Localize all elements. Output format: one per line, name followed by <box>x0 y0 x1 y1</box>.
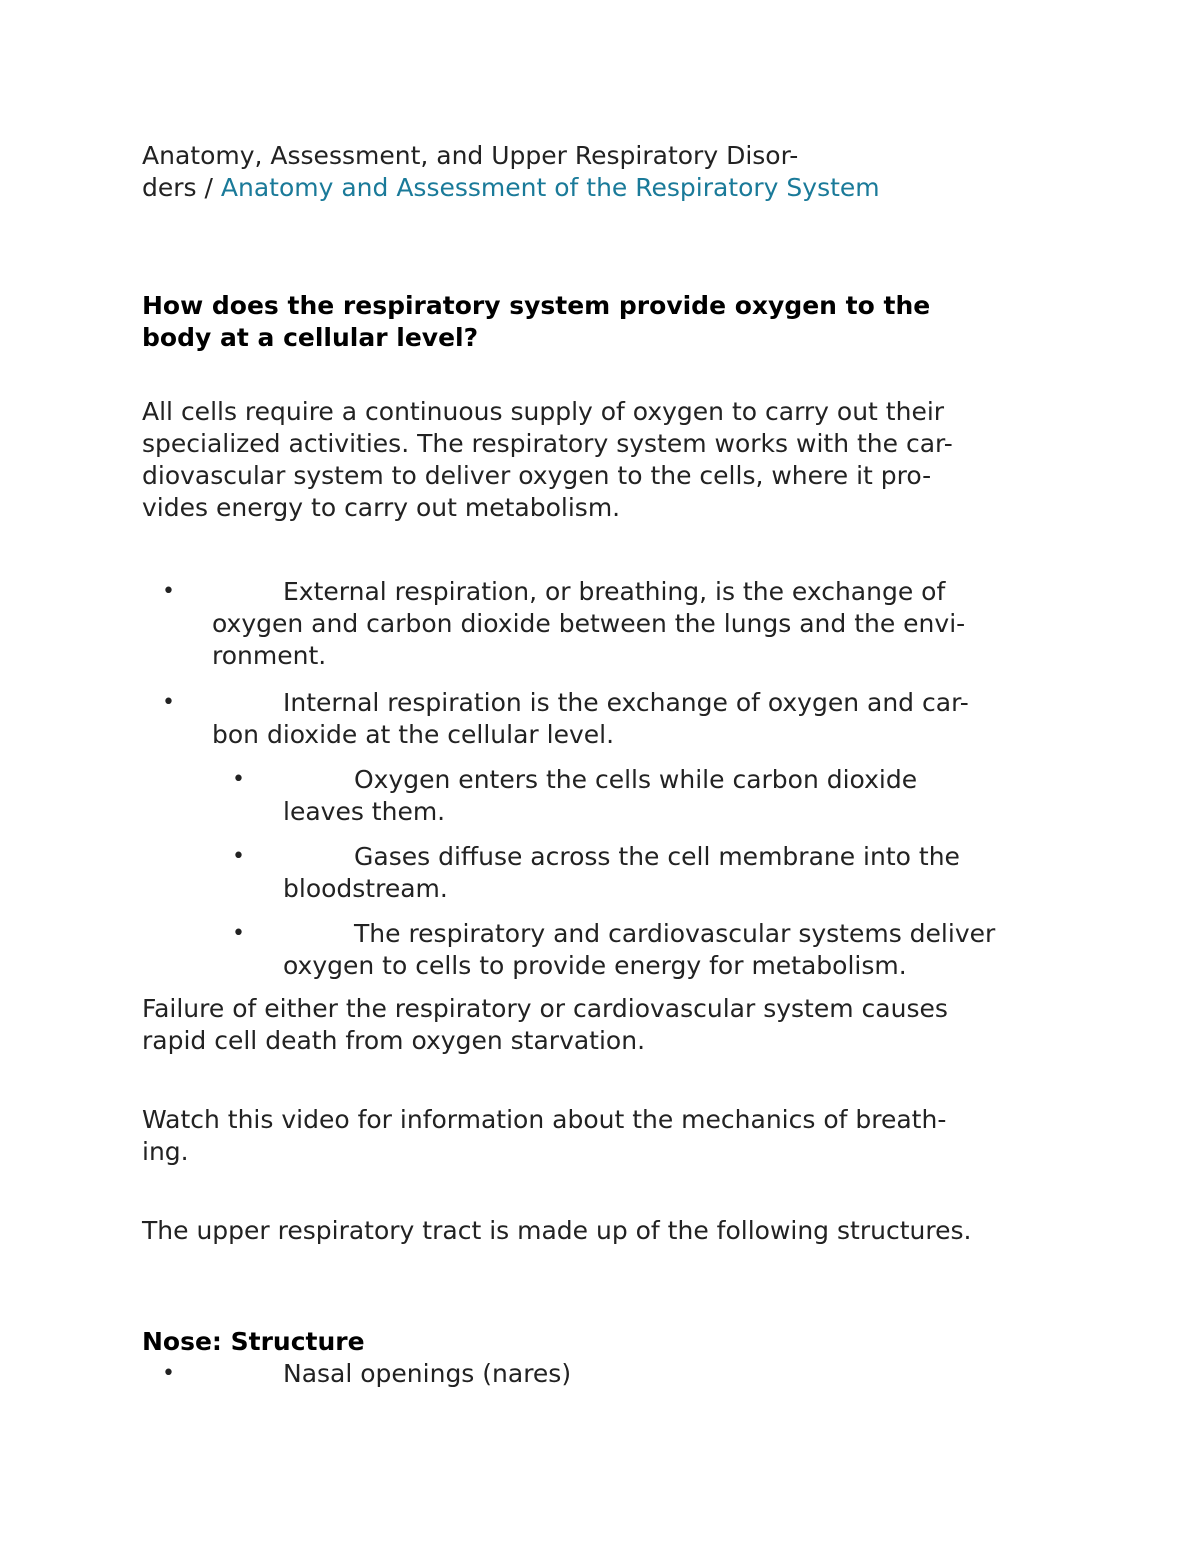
watch-video-paragraph <box>142 1104 1062 1168</box>
bullet-icon: • <box>162 1361 175 1386</box>
watch-line: Watch this video for information about the mechanics of breath- <box>142 1105 947 1134</box>
question-heading-line2: body at a cellular level? <box>142 323 479 352</box>
intro-line: vides energy to carry out metabolism. <box>142 493 621 522</box>
bullet-icon: • <box>232 767 245 792</box>
watch-line: ing. <box>142 1137 189 1166</box>
list-item-line: The respiratory and cardiovascular systems deliver <box>354 919 996 948</box>
respiration-list <box>142 576 1062 751</box>
bullet-icon: • <box>162 690 175 715</box>
bullet-icon: • <box>232 844 245 869</box>
breadcrumb <box>142 140 1062 204</box>
breadcrumb-parent-line2: ders / <box>142 173 221 202</box>
intro-line: specialized activities. The respiratory system works with the car- <box>142 429 953 458</box>
list-item-internal-respiration <box>142 687 1062 751</box>
list-item-line: bloodstream. <box>283 874 448 903</box>
list-item-line: External respiration, or breathing, is the exchange of <box>283 577 946 606</box>
nose-structure-list <box>142 1358 1062 1390</box>
nose-structure-heading <box>142 1326 1062 1358</box>
list-item-line: Oxygen enters the cells while carbon dioxide <box>354 765 918 794</box>
list-item-line: Nasal openings (nares) <box>283 1359 572 1388</box>
upper-tract-paragraph <box>142 1215 1062 1247</box>
failure-line: Failure of either the respiratory or cardiovascular system causes <box>142 994 948 1023</box>
list-item-nasal-openings <box>142 1358 1062 1390</box>
failure-line: rapid cell death from oxygen starvation. <box>142 1026 646 1055</box>
list-item-line: ronment. <box>212 641 327 670</box>
intro-line: diovascular system to deliver oxygen to the cells, where it pro- <box>142 461 932 490</box>
list-item-line: bon dioxide at the cellular level. <box>212 720 615 749</box>
document-page <box>142 140 1062 1390</box>
nose-heading-text: Nose: Structure <box>142 1327 365 1356</box>
breadcrumb-current-link[interactable]: Anatomy and Assessment of the Respiratory System <box>220 173 880 202</box>
intro-line: All cells require a continuous supply of oxygen to carry out their <box>142 397 945 426</box>
internal-respiration-sublist <box>142 764 1062 982</box>
breadcrumb-line2 <box>142 172 1062 204</box>
sub-list-item <box>142 841 1062 905</box>
list-item-line: Internal respiration is the exchange of oxygen and car- <box>283 688 969 717</box>
sub-list-item <box>142 764 1062 828</box>
list-item-line: oxygen to cells to provide energy for metabolism. <box>283 951 907 980</box>
breadcrumb-parent-line1: Anatomy, Assessment, and Upper Respiratory Disor- <box>142 141 799 170</box>
question-heading <box>142 290 1062 354</box>
failure-paragraph <box>142 993 1062 1057</box>
upper-tract-line: The upper respiratory tract is made up of the following structures. <box>142 1216 972 1245</box>
list-item-line: leaves them. <box>283 797 446 826</box>
question-heading-line1: How does the respiratory system provide oxygen to the <box>142 291 931 320</box>
list-item-external-respiration <box>142 576 1062 672</box>
sub-list-item <box>142 918 1062 982</box>
list-item-line: oxygen and carbon dioxide between the lungs and the envi- <box>212 609 966 638</box>
bullet-icon: • <box>162 579 175 604</box>
bullet-icon: • <box>232 921 245 946</box>
list-item-line: Gases diffuse across the cell membrane into the <box>354 842 960 871</box>
intro-paragraph <box>142 396 1062 524</box>
